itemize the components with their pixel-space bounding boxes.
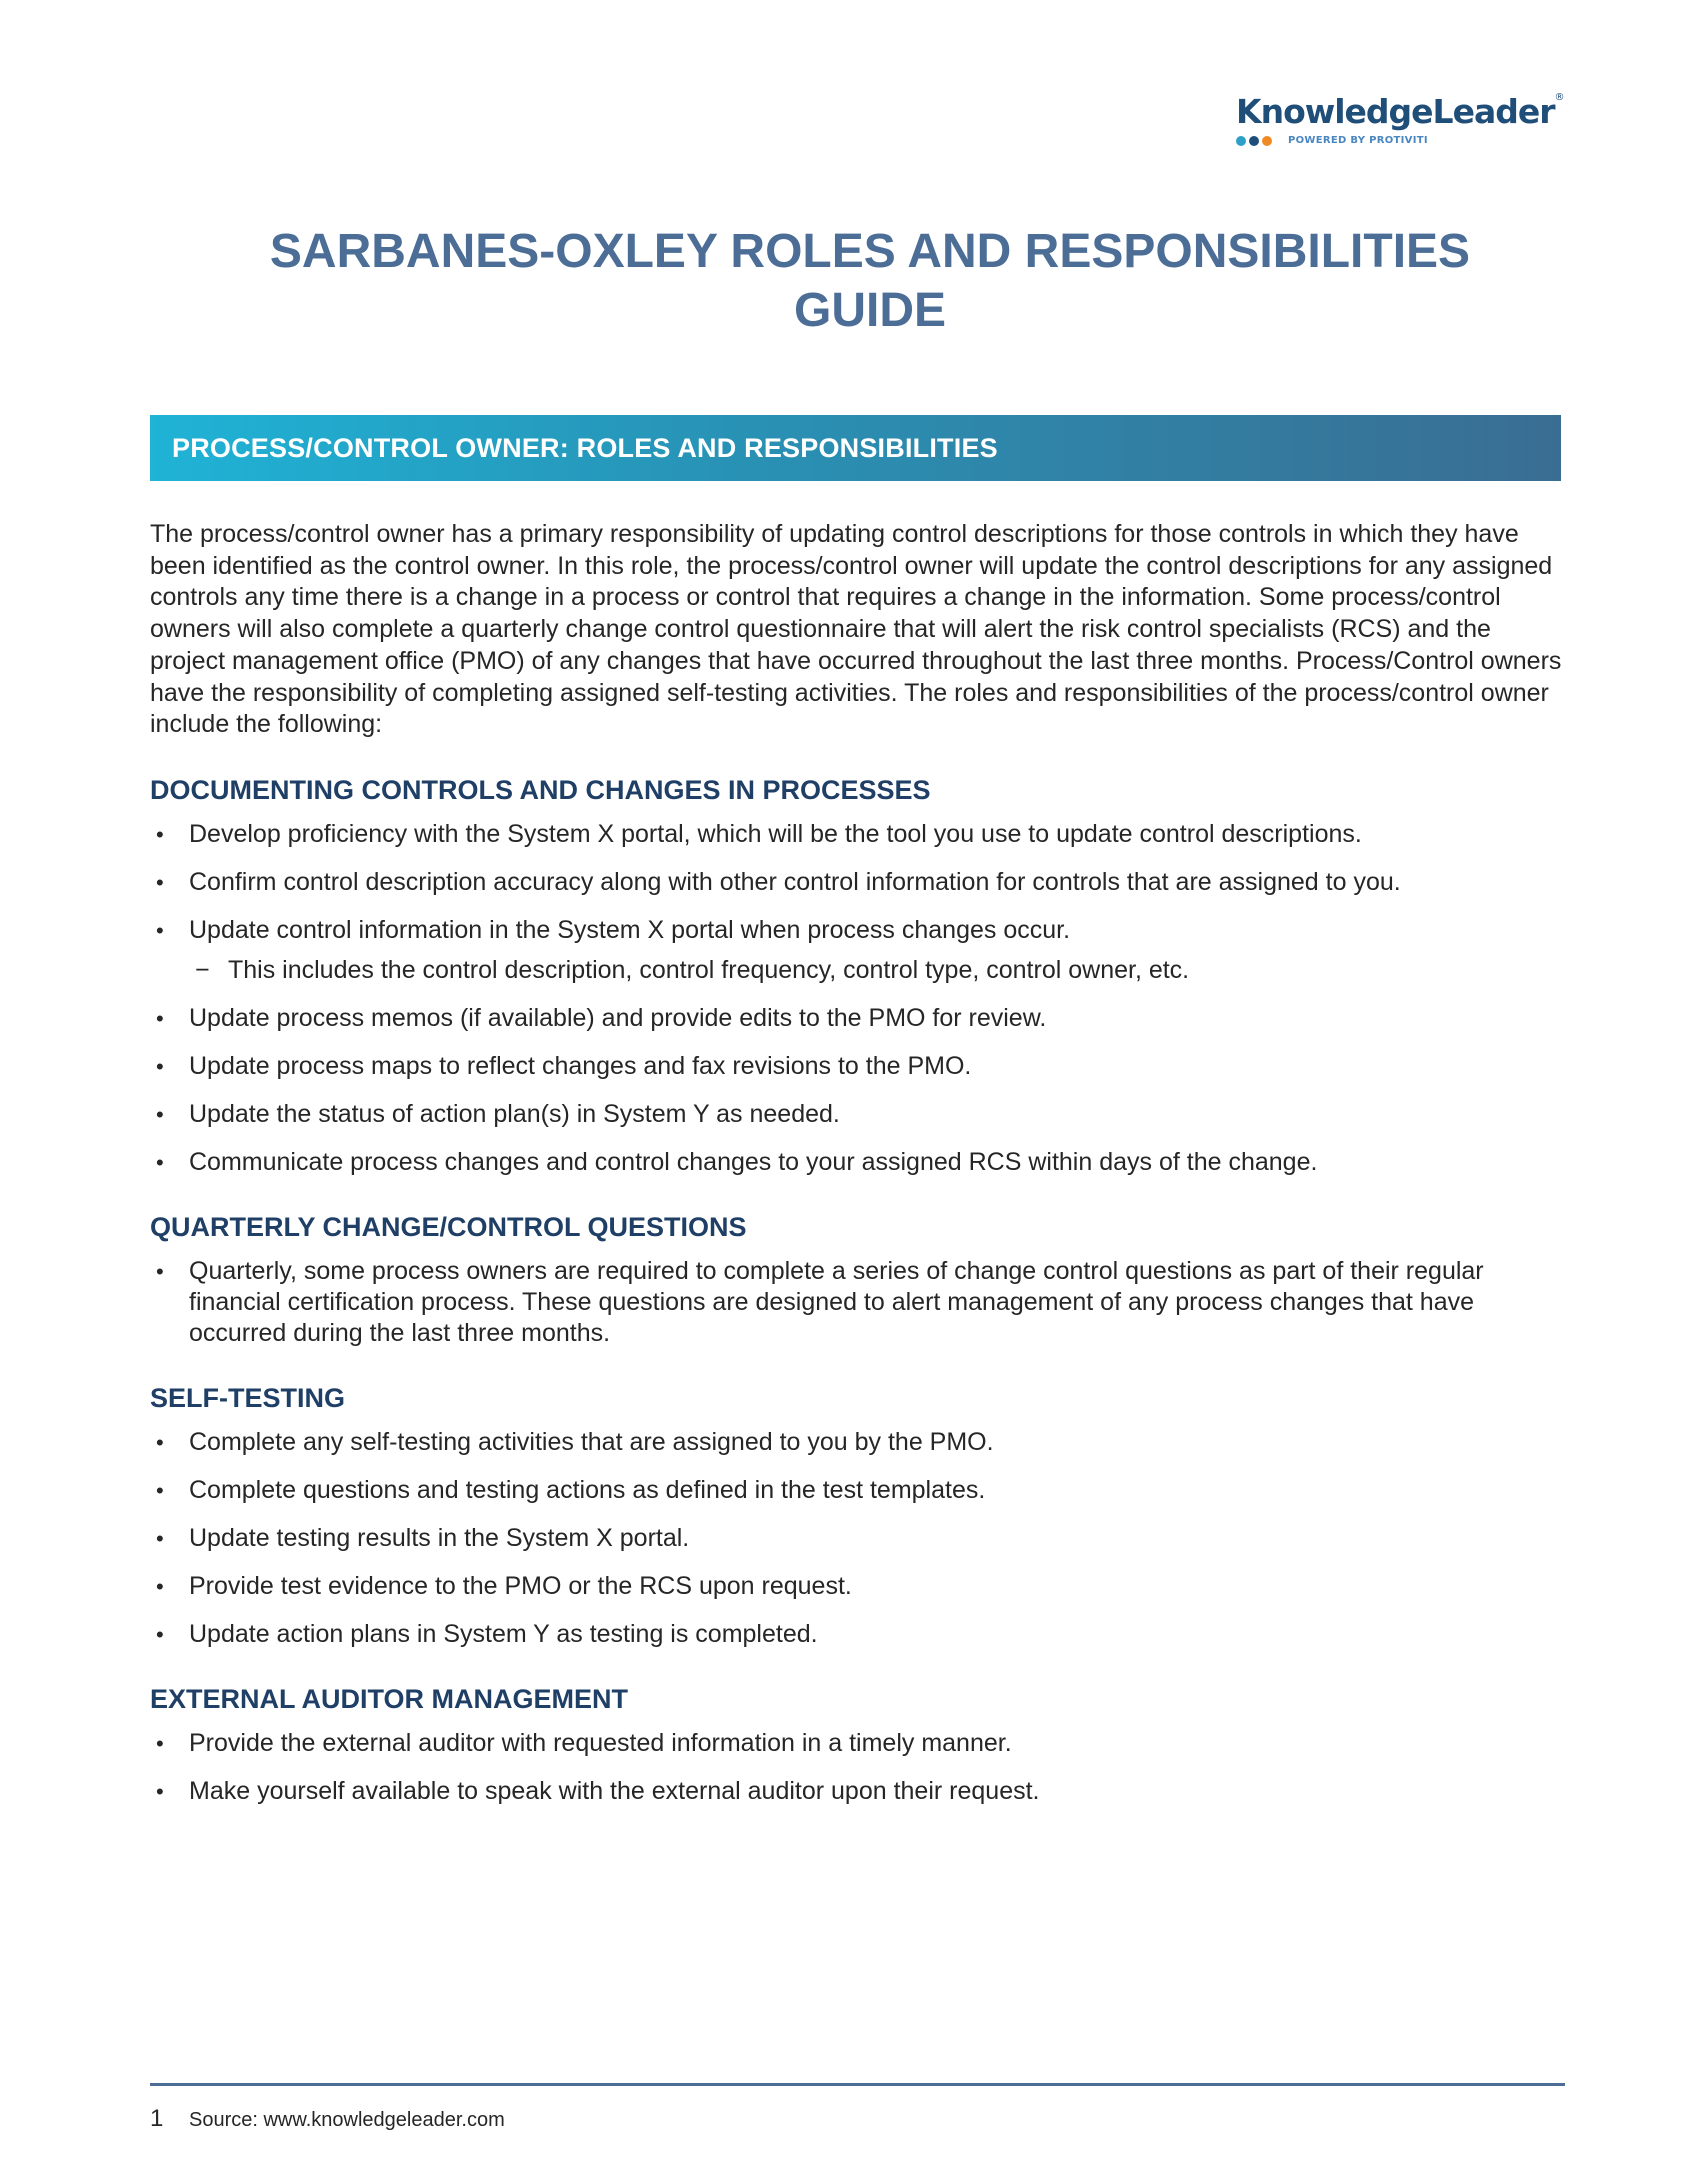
dash-icon: − bbox=[195, 955, 210, 984]
section-heading: QUARTERLY CHANGE/CONTROL QUESTIONS bbox=[150, 1211, 747, 1242]
list-item-text: Update the status of action plan(s) in System Y as needed. bbox=[189, 1099, 840, 1128]
bullet-icon: • bbox=[156, 1525, 164, 1551]
page-footer bbox=[150, 2105, 505, 2133]
bullet-list bbox=[150, 1003, 1565, 1178]
document-body bbox=[150, 519, 1565, 1824]
bullet-list bbox=[150, 1256, 1565, 1349]
bullet-icon: • bbox=[156, 1053, 164, 1079]
logo-wordmark: KnowledgeLeader® bbox=[1236, 92, 1564, 131]
section-heading: SELF-TESTING bbox=[150, 1382, 345, 1413]
list-item bbox=[150, 1099, 1565, 1130]
logo-subline bbox=[1236, 135, 1566, 146]
list-item bbox=[150, 1619, 1565, 1650]
list-item-text: Complete questions and testing actions as defined in the test templates. bbox=[189, 1475, 986, 1504]
list-item bbox=[150, 1427, 1565, 1458]
logo-dots-icon bbox=[1236, 136, 1272, 146]
bullet-icon: • bbox=[156, 869, 164, 895]
list-item bbox=[150, 1728, 1565, 1759]
list-item bbox=[150, 1571, 1565, 1602]
bullet-icon: • bbox=[156, 821, 164, 847]
list-item-text: Update process maps to reflect changes and fax revisions to the PMO. bbox=[189, 1051, 972, 1080]
list-item bbox=[150, 867, 1565, 898]
list-item-text: Make yourself available to speak with the external auditor upon their request. bbox=[189, 1776, 1040, 1805]
bullet-icon: • bbox=[156, 917, 164, 943]
bullet-list bbox=[150, 1427, 1565, 1650]
bullet-icon: • bbox=[156, 1005, 164, 1031]
knowledgeleader-logo bbox=[1236, 92, 1566, 146]
intro-paragraph: The process/control owner has a primary responsibility of updating control descriptions for those controls in which they have been identified as the control owner. In this role, the process/control owner will update the control descriptions for any assigned controls any time there is a change in a process or control that requires a change in the information. Some process/control owners will also complete a quarterly change control questionnaire that will alert the risk control specialists (RCS) and the project management office (PMO) of any changes that have occurred throughout the last three months. Process/Control owners have the responsibility of completing assigned self-testing activities. The roles and responsibilities of the process/control owner include the following: bbox=[150, 520, 1562, 739]
list-item-text: Update process memos (if available) and provide edits to the PMO for review. bbox=[189, 1003, 1047, 1032]
bullet-icon: • bbox=[156, 1573, 164, 1599]
footer-divider bbox=[150, 2083, 1565, 2086]
document-title: SARBANES-OXLEY ROLES AND RESPONSIBILITIES GUIDE bbox=[269, 225, 1471, 337]
section-heading: EXTERNAL AUDITOR MANAGEMENT bbox=[150, 1683, 629, 1714]
bullet-list bbox=[150, 1728, 1565, 1807]
list-item-text: Quarterly, some process owners are required to complete a series of change control questions as part of their regular financial certification process. These questions are designed to alert management of any process changes that have occurred during the last three months. bbox=[189, 1256, 1484, 1347]
sub-list-item-text: This includes the control description, control frequency, control type, control owner, etc. bbox=[228, 955, 1190, 984]
list-item-text: Communicate process changes and control changes to your assigned RCS within days of the change. bbox=[189, 1147, 1318, 1176]
source-note: Source: www.knowledgeleader.com bbox=[189, 2109, 505, 2131]
list-item-text: Update testing results in the System X portal. bbox=[189, 1523, 690, 1552]
page-number: 1 bbox=[150, 2105, 164, 2132]
list-item bbox=[150, 1256, 1565, 1349]
logo-dot-icon bbox=[1249, 136, 1259, 146]
logo-dot-icon bbox=[1236, 136, 1246, 146]
banner-text: PROCESS/CONTROL OWNER: ROLES AND RESPONSIBILITIES bbox=[172, 432, 998, 463]
list-item-text: Update control information in the System X portal when process changes occur. bbox=[189, 915, 1071, 944]
list-item-text: Develop proficiency with the System X portal, which will be the tool you use to update control descriptions. bbox=[189, 819, 1362, 848]
bullet-icon: • bbox=[156, 1258, 164, 1284]
bullet-icon: • bbox=[156, 1778, 164, 1804]
logo-dot-icon bbox=[1262, 136, 1272, 146]
sub-list-item bbox=[150, 955, 1565, 986]
bullet-icon: • bbox=[156, 1101, 164, 1127]
list-item bbox=[150, 819, 1565, 850]
section-heading: DOCUMENTING CONTROLS AND CHANGES IN PROCESSES bbox=[150, 774, 931, 805]
list-item bbox=[150, 1147, 1565, 1178]
list-item-text: Complete any self-testing activities that are assigned to you by the PMO. bbox=[189, 1427, 994, 1456]
list-item bbox=[150, 1051, 1565, 1082]
bullet-icon: • bbox=[156, 1477, 164, 1503]
bullet-icon: • bbox=[156, 1621, 164, 1647]
list-item-text: Provide test evidence to the PMO or the RCS upon request. bbox=[189, 1571, 852, 1600]
list-item-text: Update action plans in System Y as testing is completed. bbox=[189, 1619, 818, 1648]
logo-tagline: POWERED BY PROTIVITI bbox=[1288, 135, 1428, 146]
list-item bbox=[150, 1475, 1565, 1506]
list-item-text: Provide the external auditor with requested information in a timely manner. bbox=[189, 1728, 1012, 1757]
list-item bbox=[150, 1776, 1565, 1807]
bullet-icon: • bbox=[156, 1730, 164, 1756]
bullet-list bbox=[150, 819, 1565, 946]
list-item-text: Confirm control description accuracy along with other control information for controls that are assigned to you. bbox=[189, 867, 1401, 896]
bullet-icon: • bbox=[156, 1149, 164, 1175]
list-item bbox=[150, 915, 1565, 946]
list-item bbox=[150, 1523, 1565, 1554]
list-item bbox=[150, 1003, 1565, 1034]
section-banner bbox=[150, 415, 1561, 481]
bullet-icon: • bbox=[156, 1429, 164, 1455]
registered-mark: ® bbox=[1554, 92, 1564, 103]
